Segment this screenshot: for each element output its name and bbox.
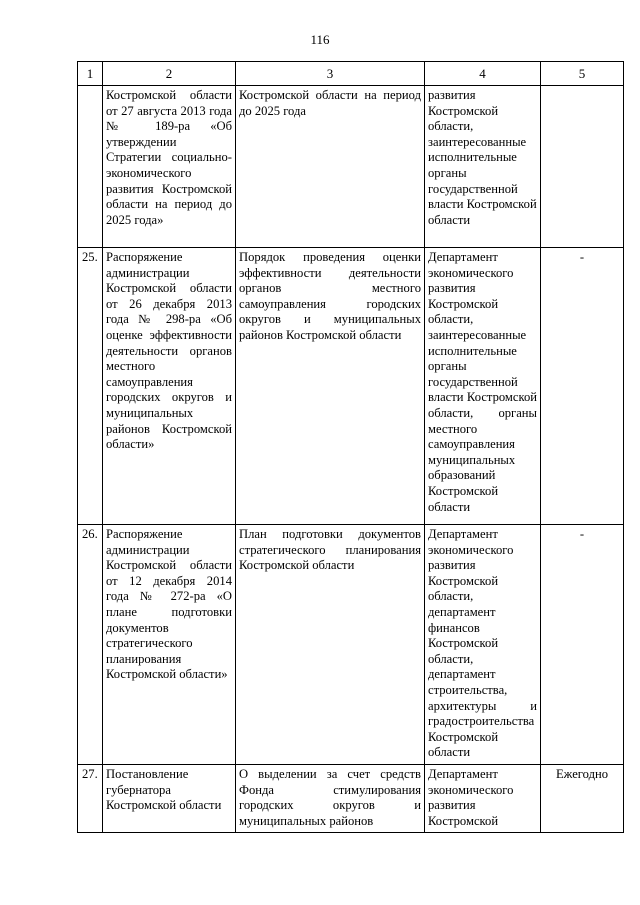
page-number: 116: [310, 32, 330, 47]
row-number: 26.: [78, 525, 103, 765]
responsible-body: Департамент экономического развития Костромской области, департамент финансов Костромской области, департамент строительства, архитектуры и градостроительства Костромской области: [425, 525, 541, 765]
table-row: [78, 248, 624, 525]
table-row: [78, 86, 624, 248]
document-table: [77, 61, 624, 833]
header-col-5: 5: [541, 62, 624, 86]
table-header-row: [78, 62, 624, 86]
table-row: [78, 525, 624, 765]
table-row: [78, 764, 624, 832]
responsible-body: Департамент экономического развития Костромской области, заинтересованные исполнительные органы государственной власти Костромской области, органы местного самоуправления муниципальных образований Костромской области: [425, 248, 541, 525]
header-col-4: 4: [425, 62, 541, 86]
document-content: План подготовки документов стратегического планирования Костромской области: [236, 525, 425, 765]
deadline: [541, 86, 624, 248]
document-content: Порядок проведения оценки эффективности деятельности органов местного самоуправления городских округов и муниципальных районов Костромской области: [236, 248, 425, 525]
document-name: Постановление губернатора Костромской области: [103, 764, 236, 832]
row-number: 27.: [78, 764, 103, 832]
responsible-body: развития Костромской области, заинтересованные исполнительные органы государственной власти Костромской области: [425, 86, 541, 248]
document-name: Костромской области от 27 августа 2013 года № 189-ра «Об утверждении Стратегии социально-экономического развития Костромской области на период до 2025 года»: [103, 86, 236, 248]
document-name: Распоряжение администрации Костромской области от 12 декабря 2014 года № 272-ра «О плане подготовки документов стратегического планирования Костромской области»: [103, 525, 236, 765]
deadline: Ежегодно: [541, 764, 624, 832]
deadline: -: [541, 248, 624, 525]
document-content: О выделении за счет средств Фонда стимулирования городских округов и муниципальных районов: [236, 764, 425, 832]
header-col-2: 2: [103, 62, 236, 86]
row-number: 25.: [78, 248, 103, 525]
header-col-1: 1: [78, 62, 103, 86]
row-number: [78, 86, 103, 248]
document-name: Распоряжение администрации Костромской области от 26 декабря 2013 года № 298-ра «Об оценке эффективности деятельности органов местного самоуправления городских округов и муниципальных районов Костромской области»: [103, 248, 236, 525]
deadline: -: [541, 525, 624, 765]
document-content: Костромской области на период до 2025 года: [236, 86, 425, 248]
header-col-3: 3: [236, 62, 425, 86]
responsible-body: Департамент экономического развития Костромской: [425, 764, 541, 832]
